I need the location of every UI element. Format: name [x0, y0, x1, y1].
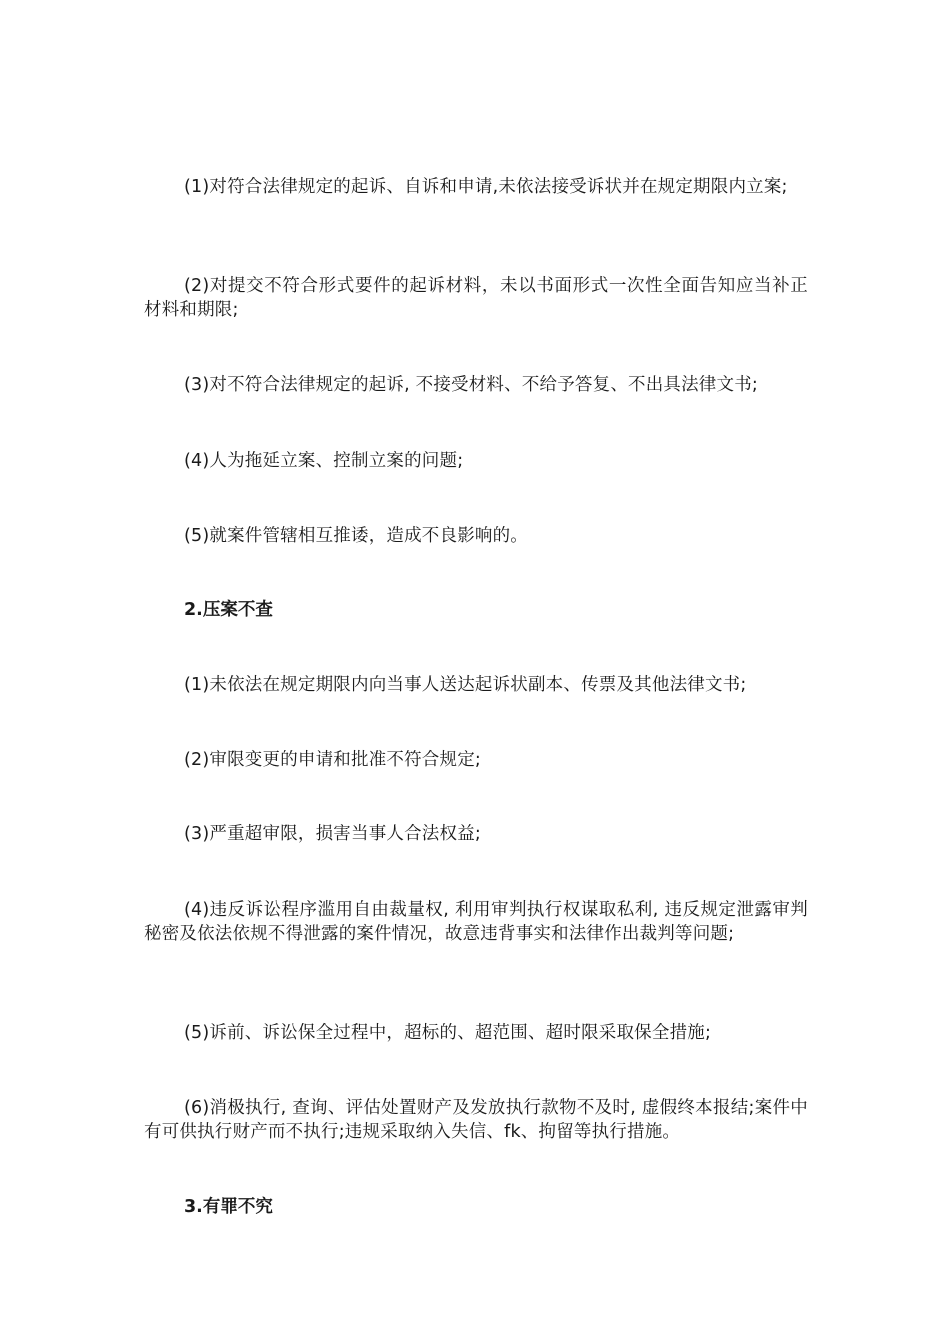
paragraph-item-2-3: (3)严重超审限，损害当事人合法权益;: [184, 824, 481, 844]
paragraph-item-1-5: (5)就案件管辖相互推诿，造成不良影响的。: [184, 526, 528, 546]
paragraph-item-2-4: (4)违反诉讼程序滥用自由裁量权, 利用审判执行权谋取私利, 违反规定泄露审判秘密及依法依规不得泄露的案件情况，故意违背事实和法律作出裁判等问题;: [144, 900, 808, 944]
paragraph-item-2-6: (6)消极执行, 查询、评估处置财产及发放执行款物不及时, 虚假终本报结;案件中有可供执行财产而不执行;违规采取纳入失信、fk、拘留等执行措施。: [144, 1098, 808, 1142]
paragraph-item-2-1: (1)未依法在规定期限内向当事人送达起诉状副本、传票及其他法律文书;: [184, 675, 747, 695]
paragraph-item-1-1: (1)对符合法律规定的起诉、自诉和申请,未依法接受诉状并在规定期限内立案;: [184, 177, 788, 197]
paragraph-item-2-5: (5)诉前、诉讼保全过程中，超标的、超范围、超时限采取保全措施;: [184, 1023, 712, 1043]
paragraph-item-1-4: (4)人为拖延立案、控制立案的问题;: [184, 451, 464, 471]
paragraph-item-1-2: (2)对提交不符合形式要件的起诉材料，未以书面形式一次性全面告知应当补正材料和期限;: [144, 276, 808, 320]
paragraph-item-1-3: (3)对不符合法律规定的起诉, 不接受材料、不给予答复、不出具法律文书;: [184, 375, 759, 395]
section-heading-3: 3.有罪不究: [184, 1197, 273, 1217]
paragraph-item-2-2: (2)审限变更的申请和批准不符合规定;: [184, 750, 481, 770]
section-heading-2: 2.压案不查: [184, 600, 273, 620]
